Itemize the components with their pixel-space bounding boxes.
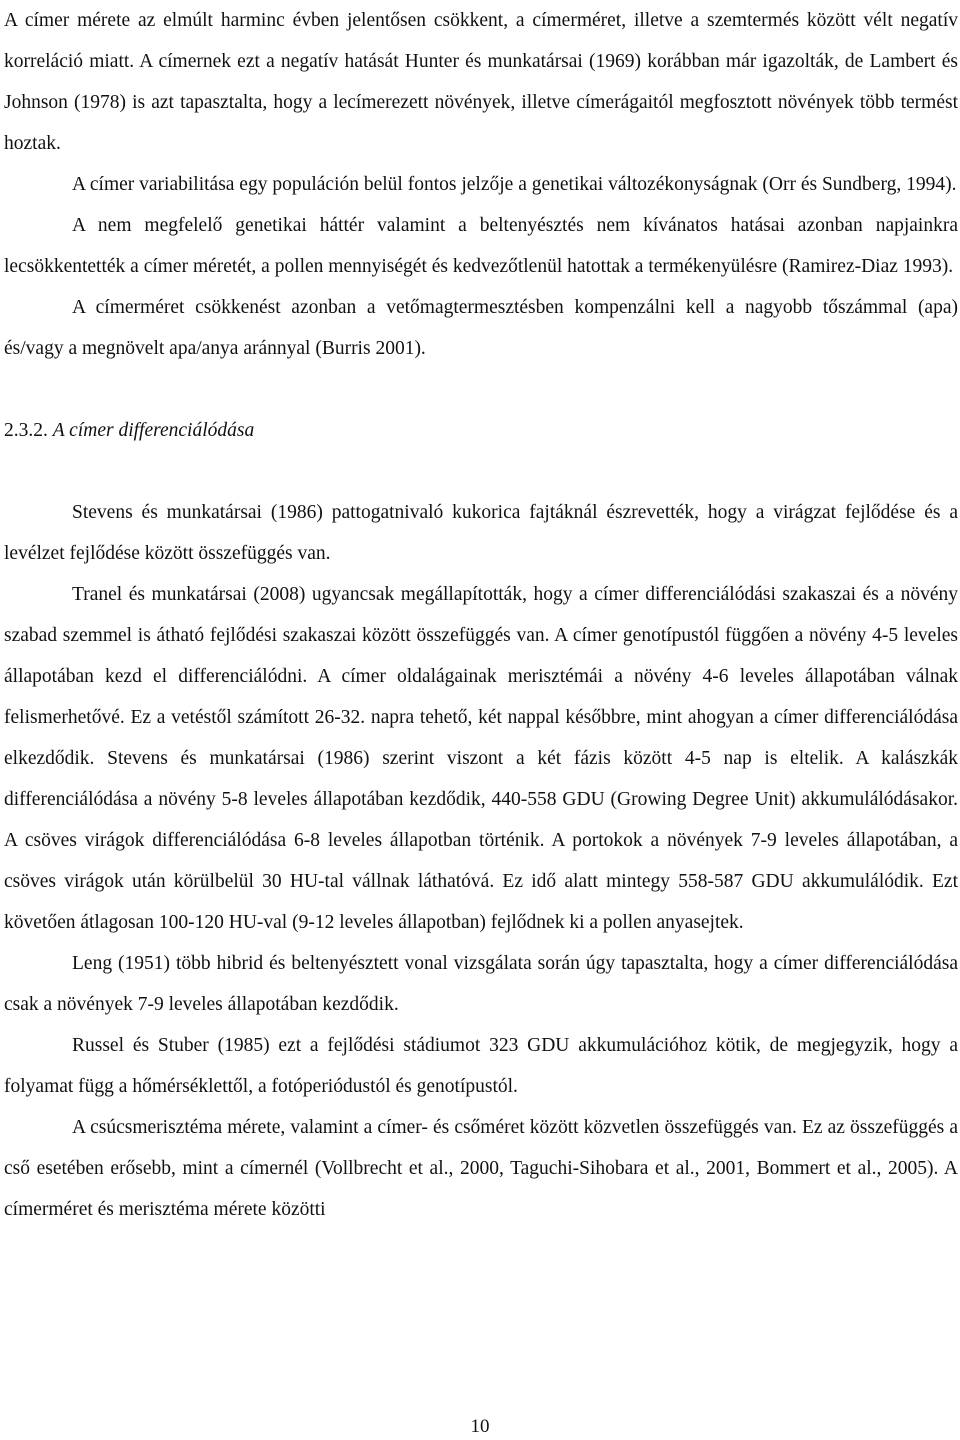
paragraph-1: A címer mérete az elmúlt harminc évben jelentősen csökkent, a címerméret, illetve a szemtermés között vélt negatív korreláció miatt. A címernek ezt a negatív hatását Hunter és munkatársai (1969) korábban már igazolták, de Lambert és Johnson (1978) is azt tapasztalta, hogy a lecímerezett növények, illetve címerágaitól megfosztott növények több termést hoztak. xyxy=(4,10,958,154)
paragraph-9: A csúcsmerisztéma mérete, valamint a címer- és csőméret között közvetlen összefüggés van. Ez az összefüggés a cső esetében erősebb, mint a címernél (Vollbrecht et al., 2000, Taguchi-Sihobara et al., 2001, Bommert et al., 2005). A címerméret és merisztéma mérete közötti xyxy=(4,1117,958,1220)
page-number: 10 xyxy=(470,1416,490,1437)
spacer xyxy=(4,451,958,492)
paragraph-4: A címerméret csökkenést azonban a vetőmagtermesztésben kompenzálni kell a nagyobb tőszámmal (apa) és/vagy a megnövelt apa/anya aránnyal (Burris 2001). xyxy=(4,297,958,359)
paragraph-5: Stevens és munkatársai (1986) pattogatnivaló kukorica fajtáknál észrevették, hogy a virágzat fejlődése és a levélzet fejlődése között összefüggés van. xyxy=(4,502,958,564)
section-number: 2.3.2. xyxy=(4,420,48,441)
paragraph-7: Leng (1951) több hibrid és beltenyésztett vonal vizsgálata során úgy tapasztalta, hogy a címer differenciálódása csak a növények 7-9 leveles állapotában kezdődik. xyxy=(4,953,958,1015)
spacer xyxy=(4,369,958,410)
paragraph-2: A címer variabilitása egy populáción belül fontos jelzője a genetikai változékonyságnak (Orr és Sundberg, 1994). xyxy=(72,174,957,195)
section-title: A címer differenciálódása xyxy=(52,420,255,441)
paragraph-6: Tranel és munkatársai (2008) ugyancsak megállapították, hogy a címer differenciálódási szakaszai és a növény szabad szemmel is átható fejlődési szakaszai között összefüggés van. A címer genotípustól függően a növény 4-5 leveles állapotában kezd el differenciálódni. A címer oldalágainak merisztémái a növény 4-6 leveles állapotában válnak felismerhetővé. Ez a vetéstől számított 26-32. napra tehető, két nappal későbbre, mint ahogyan a címer differenciálódása elkezdődik. Stevens és munkatársai (1986) szerint viszont a két fázis között 4-5 nap is eltelik. A kalászkák differenciálódása a növény 5-8 leveles állapotában kezdődik, 440-558 GDU (Growing Degree Unit) akkumulálódásakor. A csöves virágok differenciálódása 6-8 leveles állapotban történik. A portokok a növények 7-9 leveles állapotában, a csöves virágok után körülbelül 30 HU-tal vállnak láthatóvá. Ez idő alatt mintegy 558-587 GDU akkumulálódik. Ezt követően átlagosan 100-120 HU-val (9-12 leveles állapotban) fejlődnek ki a pollen anyasejtek. xyxy=(4,584,958,933)
paragraph-8: Russel és Stuber (1985) ezt a fejlődési stádiumot 323 GDU akkumulációhoz kötik, de megjegyzik, hogy a folyamat függ a hőmérséklettől, a fotóperiódustól és genotípustól. xyxy=(4,1035,958,1097)
section-heading xyxy=(4,410,958,451)
page-body xyxy=(4,0,958,1230)
paragraph-3: A nem megfelelő genetikai háttér valamint a beltenyésztés nem kívánatos hatásai azonban napjainkra lecsökkentették a címer méretét, a pollen mennyiségét és kedvezőtlenül hatottak a termékenyülésre (Ramirez-Diaz 1993). xyxy=(4,215,958,277)
